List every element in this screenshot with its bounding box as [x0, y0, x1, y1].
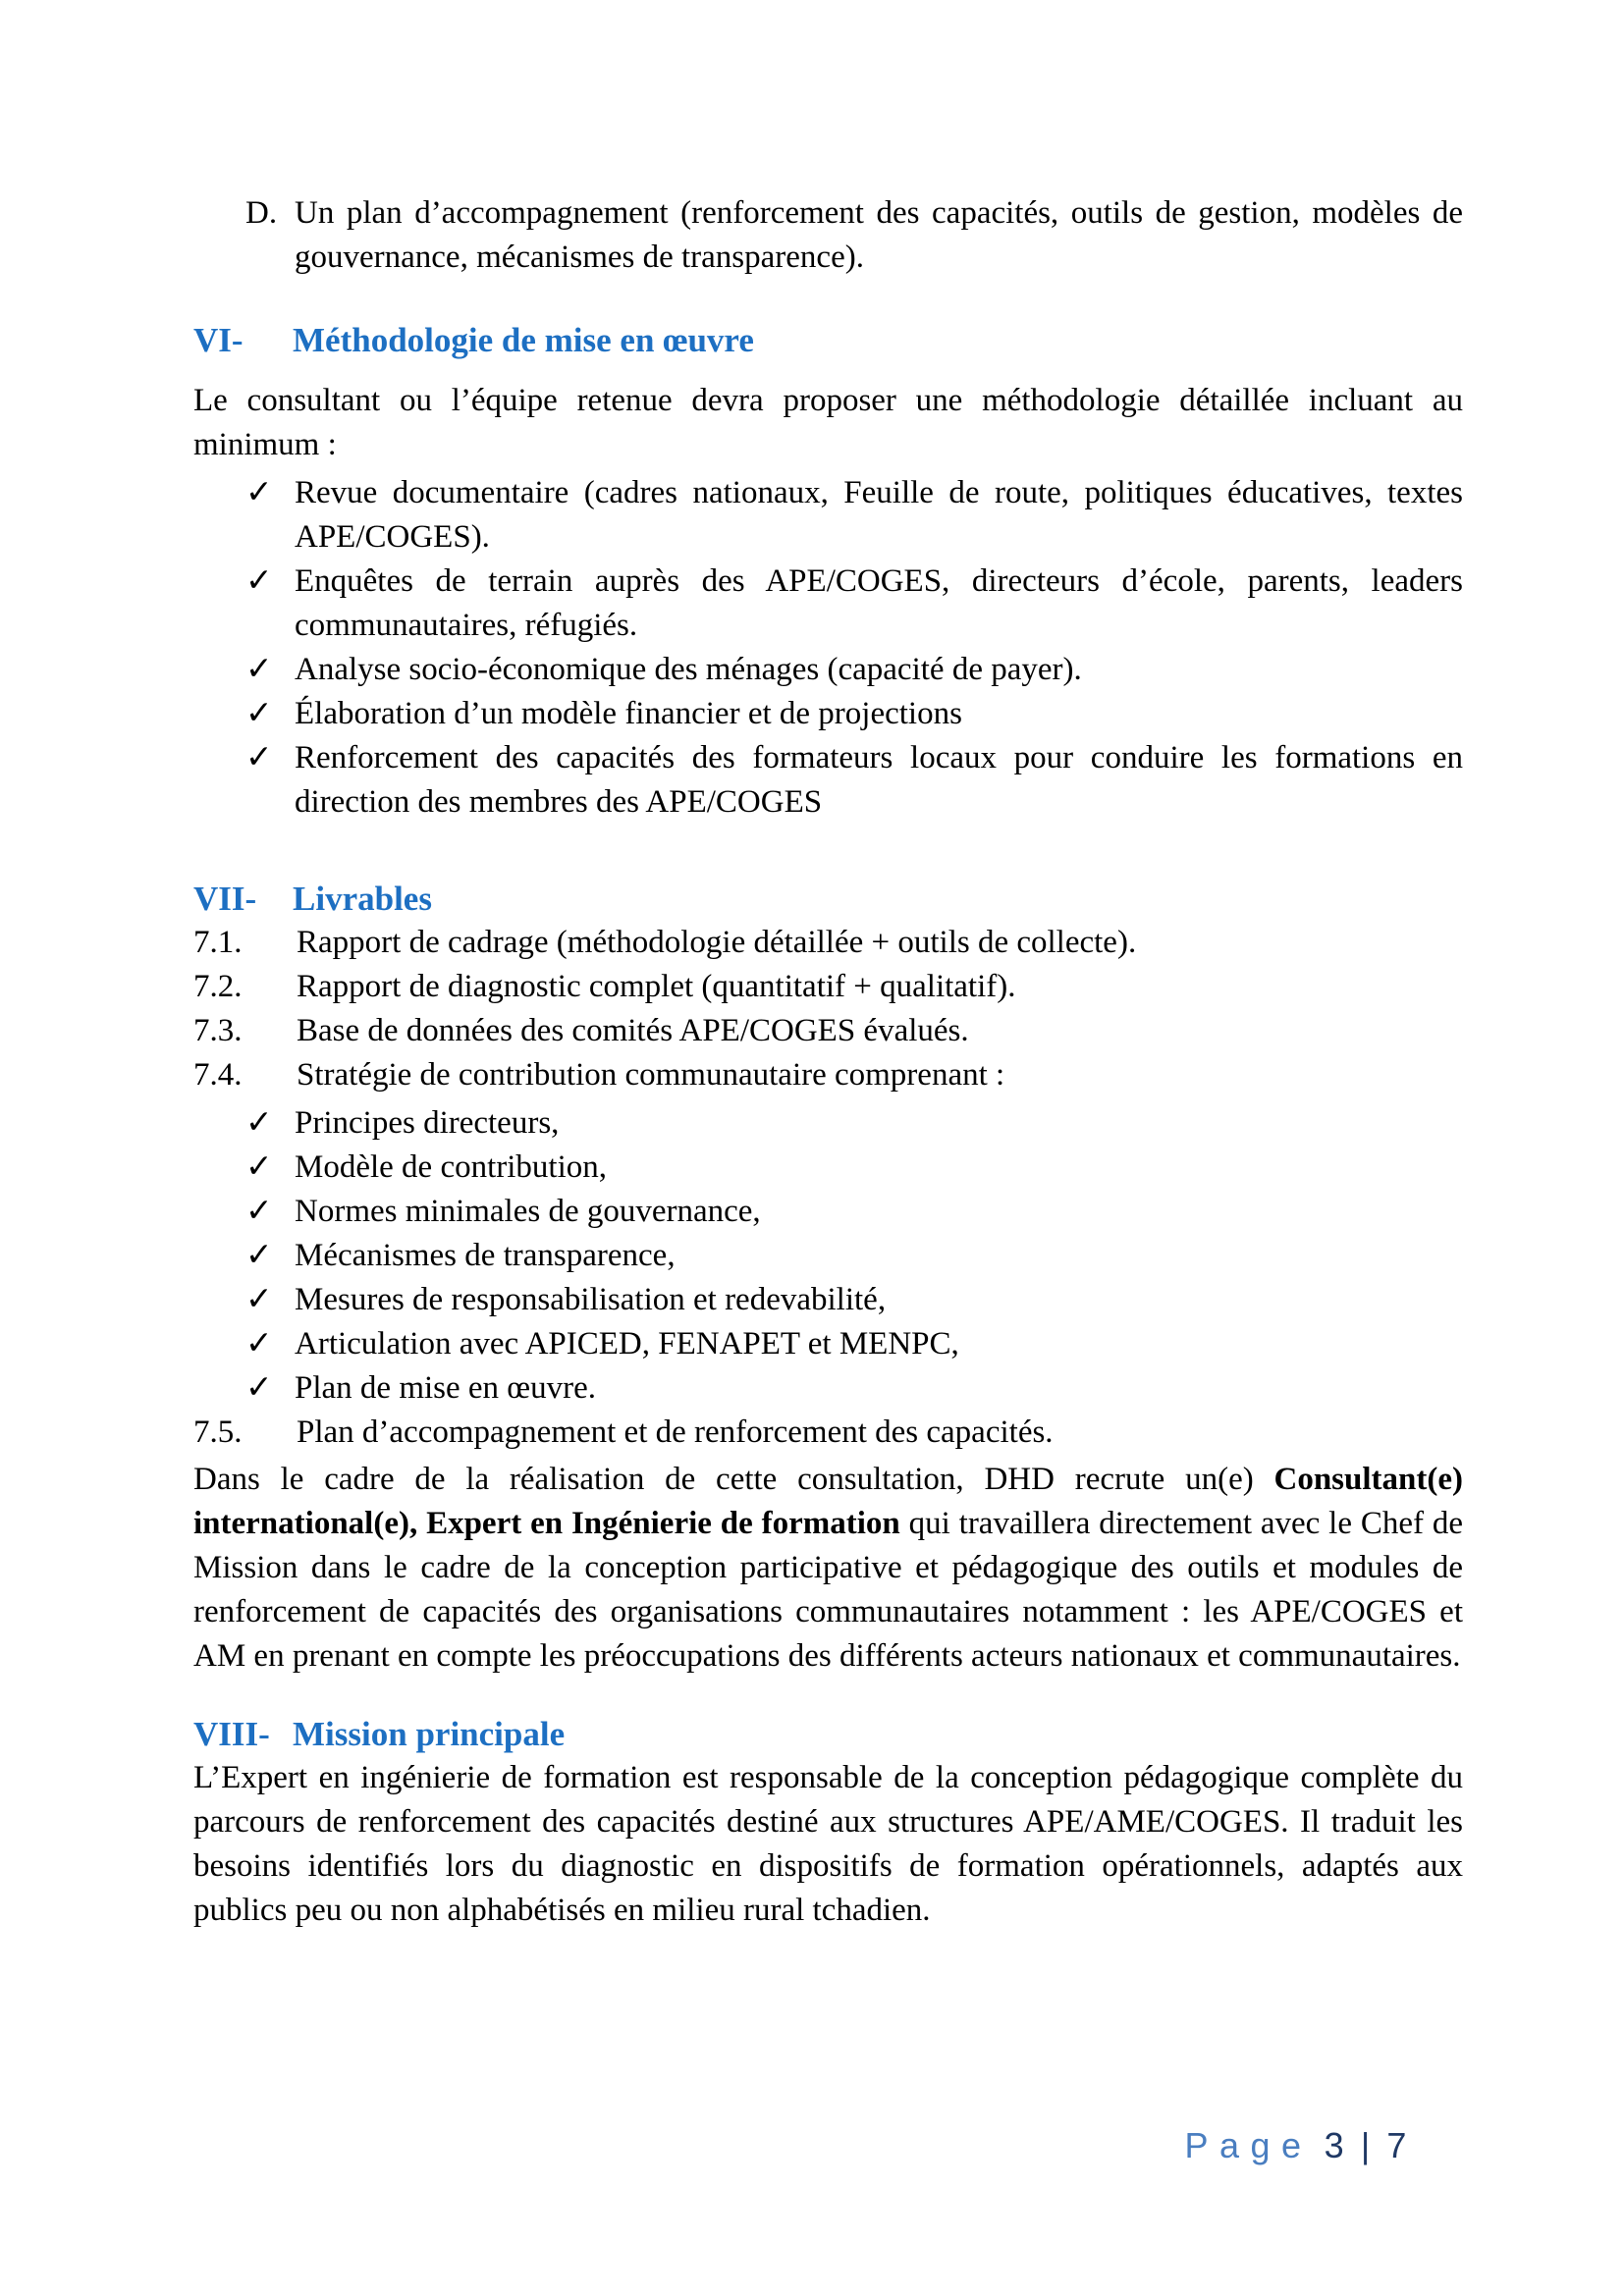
section-heading-mission	[193, 1712, 1463, 1756]
item-number: 7.1.	[193, 925, 243, 960]
list-item	[245, 1190, 1463, 1234]
section-title: Mission principale	[293, 1715, 566, 1753]
list-item	[245, 648, 1463, 692]
paragraph-segment: Dans le cadre de la réalisation de cette consultation, DHD recrute un(e)	[193, 1462, 1274, 1497]
numbered-item-7-4	[193, 1053, 1463, 1097]
recruitment-paragraph	[193, 1458, 1463, 1679]
check-icon: ✓	[245, 1194, 273, 1229]
check-icon: ✓	[245, 1105, 273, 1141]
list-item-text: Principes directeurs,	[295, 1105, 560, 1141]
list-item-text: Élaboration d’un modèle financier et de projections	[295, 696, 962, 731]
list-item-text: Enquêtes de terrain auprès des APE/COGES, directeurs d’école, parents, leaders communautaires, réfugiés.	[295, 563, 1463, 643]
footer-page-label: Page	[1184, 2125, 1313, 2165]
check-icon: ✓	[245, 1238, 273, 1273]
lettered-item-d	[245, 191, 1463, 280]
list-item-text: Mécanismes de transparence,	[295, 1238, 676, 1273]
list-item-text: Articulation avec APICED, FENAPET et MENPC,	[295, 1326, 959, 1362]
item-text: Rapport de cadrage (méthodologie détaillée + outils de collecte).	[297, 925, 1137, 960]
list-item	[245, 1322, 1463, 1366]
page-footer	[1184, 2123, 1410, 2167]
item-number: 7.4.	[193, 1057, 243, 1093]
footer-page-number: 3 | 7	[1324, 2125, 1410, 2165]
list-item	[245, 1146, 1463, 1190]
item-text: Un plan d’accompagnement (renforcement des capacités, outils de gestion, modèles de gouvernance, mécanismes de transparence).	[295, 195, 1463, 275]
check-icon: ✓	[245, 1370, 273, 1406]
item-text: Stratégie de contribution communautaire comprenant :	[297, 1057, 1005, 1093]
paragraph-segment-bold: Consultant(e) international(e), Expert en Ingénierie de formation	[193, 1462, 1463, 1541]
list-item-text: Plan de mise en œuvre.	[295, 1370, 597, 1406]
item-number: 7.2.	[193, 969, 243, 1004]
section-heading-livrables	[193, 877, 1463, 921]
item-number: 7.3.	[193, 1013, 243, 1048]
item-text: Plan d’accompagnement et de renforcement des capacités.	[297, 1415, 1054, 1450]
item-text: Rapport de diagnostic complet (quantitatif + qualitatif).	[297, 969, 1016, 1004]
numbered-item-7-5	[193, 1411, 1463, 1455]
methodologie-intro: Le consultant ou l’équipe retenue devra proposer une méthodologie détaillée incluant au minimum :	[193, 383, 1463, 462]
check-icon: ✓	[245, 740, 273, 775]
check-icon: ✓	[245, 1282, 273, 1317]
section-number: VIII-	[193, 1715, 270, 1753]
list-item	[245, 560, 1463, 648]
list-item	[245, 471, 1463, 560]
section-title: Méthodologie de mise en œuvre	[293, 321, 754, 359]
section-number: VII-	[193, 880, 257, 918]
check-icon: ✓	[245, 696, 273, 731]
item-letter: D.	[245, 195, 278, 231]
check-icon: ✓	[245, 652, 273, 687]
list-item-text: Analyse socio-économique des ménages (capacité de payer).	[295, 652, 1082, 687]
list-item-text: Renforcement des capacités des formateurs locaux pour conduire les formations en direction des membres des APE/COGES	[295, 740, 1463, 820]
list-item-text: Modèle de contribution,	[295, 1149, 608, 1185]
section-heading-methodologie	[193, 318, 1463, 362]
strategie-bullet-list	[193, 1101, 1463, 1411]
section-number: VI-	[193, 321, 244, 359]
item-number: 7.5.	[193, 1415, 243, 1450]
list-item-text: Mesures de responsabilisation et redevabilité,	[295, 1282, 887, 1317]
numbered-item-7-1	[193, 921, 1463, 965]
list-item	[245, 692, 1463, 736]
list-item-text: Normes minimales de gouvernance,	[295, 1194, 761, 1229]
check-icon: ✓	[245, 1149, 273, 1185]
mission-paragraph: L’Expert en ingénierie de formation est responsable de la conception pédagogique complète du parcours de renforcement des capacités destiné aux structures APE/AME/COGES. Il traduit les besoins identifiés lors du diagnostic en dispositifs de formation opérationnels, adaptés aux publics peu ou non alphabétisés en milieu rural tchadien.	[193, 1760, 1463, 1928]
check-icon: ✓	[245, 1326, 273, 1362]
list-item	[245, 1101, 1463, 1146]
check-icon: ✓	[245, 475, 273, 510]
list-item	[245, 1366, 1463, 1411]
check-icon: ✓	[245, 563, 273, 599]
list-item	[245, 1278, 1463, 1322]
document-content	[193, 191, 1463, 1933]
section-title: Livrables	[293, 880, 432, 918]
paragraph-segment: qui travaillera directement avec le Chef de Mission dans le cadre de la conception participative et pédagogique des outils et modules de renforcement de capacités des organisations communautaires notamment : les APE/COGES et AM en prenant en compte les préoccupations des différents acteurs nationaux et communautaires.	[193, 1506, 1463, 1674]
list-item-text: Revue documentaire (cadres nationaux, Feuille de route, politiques éducatives, textes APE/COGES).	[295, 475, 1463, 555]
numbered-item-7-2	[193, 965, 1463, 1009]
methodologie-bullet-list	[193, 471, 1463, 825]
list-item	[245, 1234, 1463, 1278]
numbered-item-7-3	[193, 1009, 1463, 1053]
item-text: Base de données des comités APE/COGES évalués.	[297, 1013, 969, 1048]
list-item	[245, 736, 1463, 825]
